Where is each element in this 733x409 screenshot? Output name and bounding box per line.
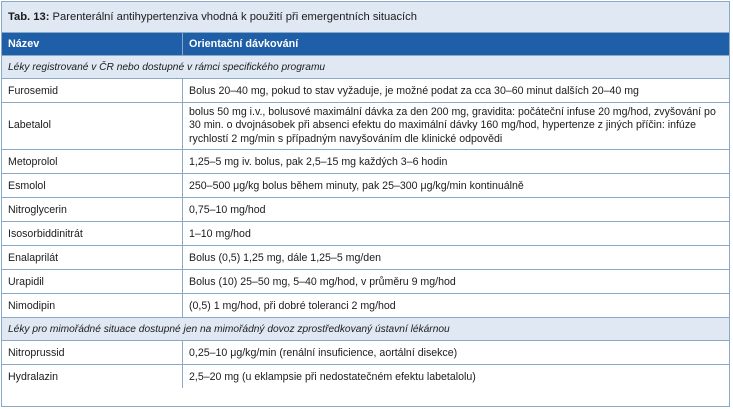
table-caption <box>2 2 729 33</box>
drug-name: Hydralazin <box>2 365 183 389</box>
drug-dose: 2,5–20 mg (u eklampsie při nedostatečném efektu labetalolu) <box>189 370 476 383</box>
table-row <box>2 79 729 103</box>
header-dose: Orientační dávkování <box>183 33 730 56</box>
drug-name: Furosemid <box>2 79 183 103</box>
drug-name: Isosorbiddinitrát <box>2 222 183 246</box>
table-row <box>2 198 729 222</box>
table-row <box>2 341 729 365</box>
header-name: Název <box>2 33 183 56</box>
drug-name: Metoprolol <box>2 150 183 174</box>
section-row <box>2 318 729 341</box>
drug-name: Nitroprussid <box>2 341 183 365</box>
table-row <box>2 222 729 246</box>
section-registered: Léky registrované v ČR nebo dostupné v rámci specifického programu <box>2 56 729 79</box>
table-row <box>2 294 729 318</box>
drug-name: Nitroglycerin <box>2 198 183 222</box>
drug-dose: 250–500 μg/kg bolus během minuty, pak 25–300 μg/kg/min kontinuálně <box>183 174 730 198</box>
table-row <box>2 174 729 198</box>
caption-text: Parenterální antihypertenziva vhodná k použití při emergentních situacích <box>49 11 417 23</box>
section-row <box>2 56 729 79</box>
section-special: Léky pro mimořádné situace dostupné jen na mimořádný dovoz zprostředkovaný ústavní lékárnou <box>2 318 729 341</box>
drug-dose: (0,5) 1 mg/hod, při dobré toleranci 2 mg/hod <box>183 294 730 318</box>
drug-name: Urapidil <box>2 270 183 294</box>
table-row <box>2 246 729 270</box>
drug-table <box>2 33 729 388</box>
drug-dose: Bolus 20–40 mg, pokud to stav vyžaduje, je možné podat za cca 30–60 minut dalších 20–40 mg <box>183 79 730 103</box>
header-row <box>2 33 729 56</box>
drug-dose: bolus 50 mg i.v., bolusové maximální dávka za den 200 mg, gravidita: počáteční infuse 20 mg/hod, zvyšování po 30 min. o dvojnásobek při absenci efektu do maximální dávky 160 mg/hod, hypertenze z jiných příčin: infúze rychlostí 2 mg/min s případným navyšováním dle klinické odpovědi <box>183 103 730 150</box>
drug-dose: 1–10 mg/hod <box>183 222 730 246</box>
table-frame <box>1 1 730 407</box>
drug-name: Nimodipin <box>2 294 183 318</box>
drug-dose: 1,25–5 mg iv. bolus, pak 2,5–15 mg každých 3–6 hodin <box>183 150 730 174</box>
table-row <box>2 150 729 174</box>
drug-name: Labetalol <box>2 103 183 150</box>
drug-dose: 0,25–10 μg/kg/min (renální insuficience, aortální disekce) <box>183 341 730 365</box>
table-row <box>2 103 729 150</box>
table-row <box>2 270 729 294</box>
drug-name: Enalaprilát <box>2 246 183 270</box>
drug-dose: 0,75–10 mg/hod <box>183 198 730 222</box>
drug-dose: Bolus (10) 25–50 mg, 5–40 mg/hod, v průměru 9 mg/hod <box>183 270 730 294</box>
caption-label: Tab. 13: <box>8 11 50 23</box>
table-row <box>2 365 729 389</box>
drug-name: Esmolol <box>2 174 183 198</box>
drug-dose: Bolus (0,5) 1,25 mg, dále 1,25–5 mg/den <box>183 246 730 270</box>
